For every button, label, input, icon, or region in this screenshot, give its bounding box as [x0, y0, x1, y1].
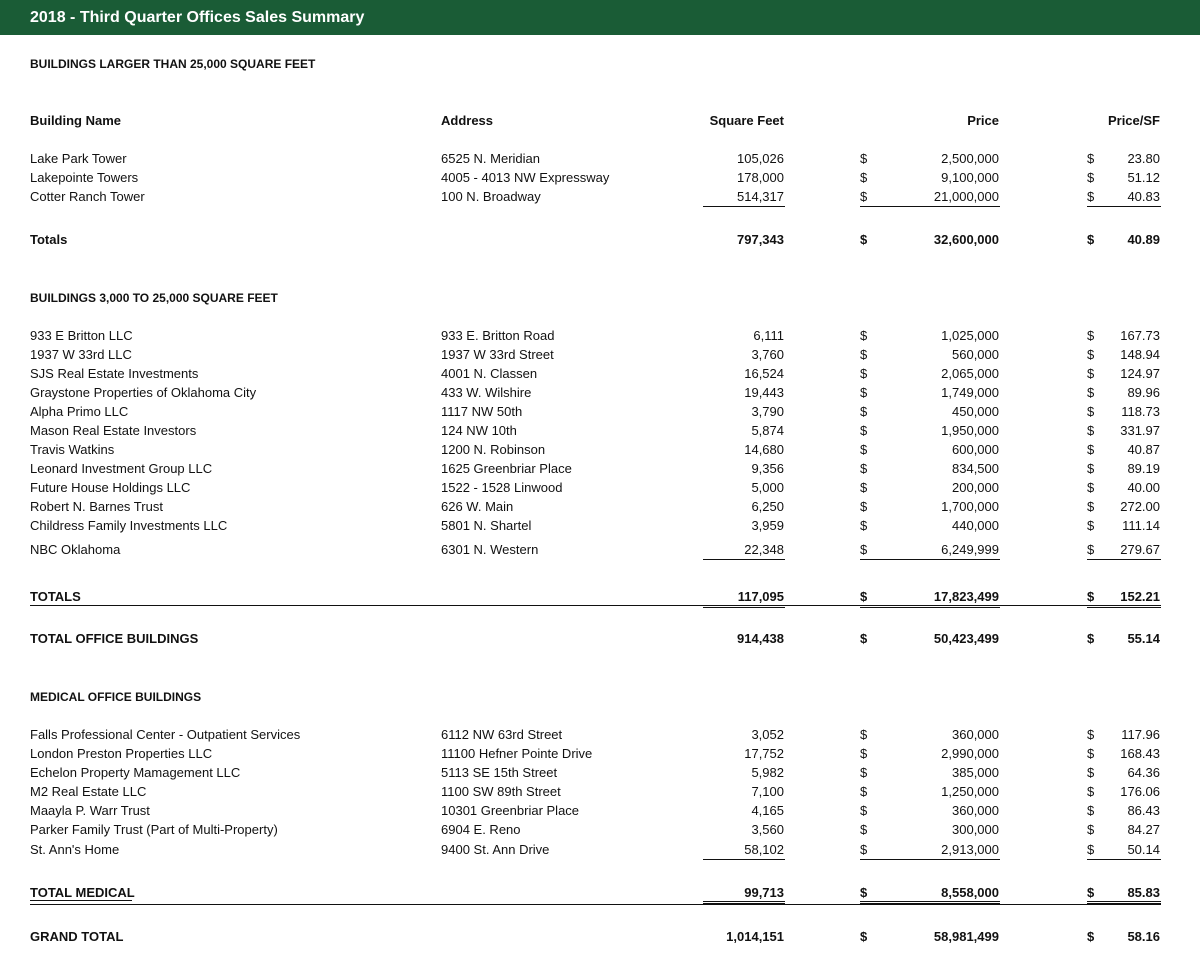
price: 385,000: [952, 765, 999, 780]
square-feet: 514,317: [737, 189, 784, 204]
dollar-sign: $: [1087, 803, 1095, 818]
address: 1100 SW 89th Street: [441, 784, 561, 799]
building-name: Falls Professional Center - Outpatient Services: [30, 727, 301, 742]
report-title: 2018 - Third Quarter Offices Sales Summary: [0, 0, 1200, 35]
office-total-row: [0, 630, 1200, 648]
price-per-sf: 64.36: [1127, 765, 1160, 780]
price: 1,700,000: [941, 499, 999, 514]
price-per-sf: 272.00: [1120, 499, 1160, 514]
price-per-sf: 40.00: [1127, 480, 1160, 495]
large-totals-row-price: 32,600,000: [933, 232, 999, 247]
grand-total-row-square-feet: 1,014,151: [726, 929, 784, 944]
column-underline: [860, 859, 1000, 860]
column-underline: [703, 559, 785, 560]
price-per-sf: 279.67: [1120, 542, 1160, 557]
totals-rule: [30, 605, 1161, 606]
price-per-sf: 148.94: [1120, 347, 1160, 362]
dollar-sign: $: [860, 518, 868, 533]
address: 4005 - 4013 NW Expressway: [441, 170, 610, 185]
dollar-sign: $: [1087, 170, 1095, 185]
grand-total-row-price-per-sf: 58.16: [1127, 929, 1160, 944]
header-price: Price: [967, 113, 999, 128]
price-per-sf: 118.73: [1121, 404, 1160, 419]
price: 440,000: [952, 518, 999, 533]
dollar-sign: $: [860, 423, 868, 438]
small-totals-row-label: TOTALS: [30, 589, 81, 604]
price: 600,000: [952, 442, 999, 457]
price: 2,500,000: [941, 151, 999, 166]
square-feet: 17,752: [744, 746, 784, 761]
small-totals-row: [0, 588, 1200, 606]
price-per-sf: 51.12: [1127, 170, 1160, 185]
header-square-feet: Square Feet: [709, 113, 784, 128]
dollar-sign: $: [1087, 784, 1095, 799]
column-underline: [1087, 206, 1161, 207]
square-feet: 7,100: [751, 784, 784, 799]
square-feet: 6,250: [751, 499, 784, 514]
address: 124 NW 10th: [441, 423, 517, 438]
dollar-sign: $: [1087, 461, 1095, 476]
dollar-sign: $: [1087, 347, 1095, 362]
square-feet: 14,680: [744, 442, 784, 457]
dollar-sign: $: [1087, 328, 1095, 343]
table-row: [0, 841, 1200, 859]
square-feet: 6,111: [753, 328, 784, 343]
address: 4001 N. Classen: [441, 366, 538, 381]
dollar-sign: $: [860, 589, 868, 604]
price: 21,000,000: [933, 189, 999, 204]
square-feet: 22,348: [744, 542, 784, 557]
column-underline: [1087, 859, 1161, 860]
large-totals-row: [0, 231, 1200, 249]
header-address: Address: [441, 113, 494, 128]
price: 6,249,999: [941, 542, 999, 557]
building-name: Mason Real Estate Investors: [30, 423, 197, 438]
small-totals-row-square-feet: 117,095: [737, 589, 784, 604]
address: 5801 N. Shartel: [441, 518, 532, 533]
totals-rule: [30, 904, 1161, 905]
dollar-sign: $: [860, 542, 868, 557]
dollar-sign: $: [860, 803, 868, 818]
address: 5113 SE 15th Street: [441, 765, 558, 780]
price: 2,065,000: [941, 366, 999, 381]
price-per-sf: 117.96: [1121, 727, 1160, 742]
price: 360,000: [952, 727, 999, 742]
price-per-sf: 124.97: [1120, 366, 1160, 381]
address: 11100 Hefner Pointe Drive: [441, 746, 593, 761]
dollar-sign: $: [1087, 423, 1095, 438]
section-large-header-label: BUILDINGS LARGER THAN 25,000 SQUARE FEET: [30, 57, 316, 71]
table-row: [0, 517, 1200, 535]
price: 300,000: [952, 822, 999, 837]
dollar-sign: $: [1087, 929, 1095, 944]
price: 450,000: [952, 404, 999, 419]
square-feet: 3,760: [751, 347, 784, 362]
square-feet: 105,026: [737, 151, 784, 166]
building-name: SJS Real Estate Investments: [30, 366, 199, 381]
large-totals-row-price-per-sf: 40.89: [1127, 232, 1160, 247]
square-feet: 3,560: [751, 822, 784, 837]
dollar-sign: $: [1087, 765, 1095, 780]
office-total-row-price-per-sf: 55.14: [1127, 631, 1160, 646]
price: 9,100,000: [941, 170, 999, 185]
dollar-sign: $: [860, 631, 868, 646]
dollar-sign: $: [860, 929, 868, 944]
price-per-sf: 89.19: [1127, 461, 1160, 476]
square-feet: 5,982: [751, 765, 784, 780]
header-building-name: Building Name: [30, 113, 122, 128]
table-row: [0, 802, 1200, 820]
building-name: Maayla P. Warr Trust: [30, 803, 150, 818]
column-headers: [0, 112, 1200, 130]
price: 1,250,000: [941, 784, 999, 799]
dollar-sign: $: [1087, 518, 1095, 533]
building-name: Cotter Ranch Tower: [30, 189, 145, 204]
dollar-sign: $: [860, 170, 868, 185]
dollar-sign: $: [1087, 366, 1095, 381]
square-feet: 9,356: [751, 461, 784, 476]
square-feet: 5,000: [751, 480, 784, 495]
header-price-per-sf: Price/SF: [1107, 113, 1160, 128]
price-per-sf: 176.06: [1120, 784, 1160, 799]
address: 933 E. Britton Road: [441, 328, 555, 343]
price-per-sf: 40.87: [1127, 442, 1160, 457]
building-name: Graystone Properties of Oklahoma City: [30, 385, 257, 400]
dollar-sign: $: [860, 765, 868, 780]
dollar-sign: $: [860, 347, 868, 362]
column-underline: [703, 859, 785, 860]
dollar-sign: $: [860, 151, 868, 166]
table-row: [0, 441, 1200, 459]
dollar-sign: $: [1087, 842, 1095, 857]
table-row: [0, 365, 1200, 383]
column-underline: [860, 559, 1000, 560]
square-feet: 19,443: [744, 385, 784, 400]
table-row: [0, 726, 1200, 744]
address: 6112 NW 63rd Street: [441, 727, 563, 742]
section-medical-header-label: MEDICAL OFFICE BUILDINGS: [30, 690, 202, 704]
dollar-sign: $: [860, 385, 868, 400]
building-name: Echelon Property Mamagement LLC: [30, 765, 241, 780]
price-per-sf: 168.43: [1120, 746, 1160, 761]
medical-total-row-square-feet: 99,713: [744, 885, 784, 900]
price: 1,950,000: [941, 423, 999, 438]
building-name: Alpha Primo LLC: [30, 404, 129, 419]
square-feet: 5,874: [751, 423, 784, 438]
table-row: [0, 150, 1200, 168]
table-row: [0, 541, 1200, 559]
table-row: [0, 169, 1200, 187]
section-large-header: [0, 55, 1200, 73]
dollar-sign: $: [860, 189, 868, 204]
price: 1,749,000: [941, 385, 999, 400]
dollar-sign: $: [1087, 499, 1095, 514]
address: 6904 E. Reno: [441, 822, 521, 837]
dollar-sign: $: [1087, 727, 1095, 742]
dollar-sign: $: [860, 746, 868, 761]
address: 1522 - 1528 Linwood: [441, 480, 563, 495]
table-row: [0, 460, 1200, 478]
price-per-sf: 86.43: [1127, 803, 1160, 818]
dollar-sign: $: [860, 442, 868, 457]
price: 200,000: [952, 480, 999, 495]
dollar-sign: $: [1087, 404, 1095, 419]
table-row: [0, 346, 1200, 364]
square-feet: 4,165: [751, 803, 784, 818]
building-name: 933 E Britton LLC: [30, 328, 133, 343]
dollar-sign: $: [860, 727, 868, 742]
table-row: [0, 764, 1200, 782]
table-row: [0, 403, 1200, 421]
dollar-sign: $: [1087, 151, 1095, 166]
large-totals-row-square-feet: 797,343: [737, 232, 784, 247]
table-row: [0, 384, 1200, 402]
dollar-sign: $: [1087, 746, 1095, 761]
small-totals-row-price: 17,823,499: [933, 589, 999, 604]
dollar-sign: $: [860, 480, 868, 495]
medical-total-row-price-per-sf: 85.83: [1127, 885, 1160, 900]
price-per-sf: 40.83: [1127, 189, 1160, 204]
section-small-header-label: BUILDINGS 3,000 TO 25,000 SQUARE FEET: [30, 291, 278, 305]
column-underline: [860, 206, 1000, 207]
price-per-sf: 50.14: [1127, 842, 1160, 857]
dollar-sign: $: [860, 404, 868, 419]
address: 6525 N. Meridian: [441, 151, 540, 166]
address: 1937 W 33rd Street: [441, 347, 554, 362]
dollar-sign: $: [860, 784, 868, 799]
building-name: NBC Oklahoma: [30, 542, 121, 557]
dollar-sign: $: [860, 328, 868, 343]
building-name: M2 Real Estate LLC: [30, 784, 147, 799]
address: 100 N. Broadway: [441, 189, 541, 204]
dollar-sign: $: [1087, 385, 1095, 400]
table-row: [0, 783, 1200, 801]
dollar-sign: $: [1087, 189, 1095, 204]
price-per-sf: 331.97: [1120, 423, 1160, 438]
price-per-sf: 89.96: [1127, 385, 1160, 400]
dollar-sign: $: [860, 499, 868, 514]
section-small-header: [0, 289, 1200, 307]
dollar-sign: $: [860, 366, 868, 381]
price: 1,025,000: [941, 328, 999, 343]
price-per-sf: 111.14: [1122, 518, 1160, 533]
office-total-row-label: TOTAL OFFICE BUILDINGS: [30, 631, 199, 646]
building-name: Leonard Investment Group LLC: [30, 461, 213, 476]
square-feet: 178,000: [737, 170, 784, 185]
address: 433 W. Wilshire: [441, 385, 532, 400]
address: 10301 Greenbriar Place: [441, 803, 580, 818]
address: 1625 Greenbriar Place: [441, 461, 572, 476]
table-row: [0, 498, 1200, 516]
dollar-sign: $: [860, 842, 868, 857]
price: 834,500: [952, 461, 999, 476]
section-medical-header: [0, 688, 1200, 706]
grand-total-row-price: 58,981,499: [933, 929, 999, 944]
office-total-row-square-feet: 914,438: [737, 631, 784, 646]
price: 2,913,000: [941, 842, 999, 857]
dollar-sign: $: [1087, 542, 1095, 557]
table-row: [0, 422, 1200, 440]
address: 6301 N. Western: [441, 542, 539, 557]
building-name: Lakepointe Towers: [30, 170, 139, 185]
square-feet: 3,790: [751, 404, 784, 419]
building-name: 1937 W 33rd LLC: [30, 347, 132, 362]
table-row: [0, 479, 1200, 497]
grand-total-row: [0, 928, 1200, 946]
price-per-sf: 167.73: [1120, 328, 1160, 343]
square-feet: 16,524: [744, 366, 784, 381]
building-name: Lake Park Tower: [30, 151, 127, 166]
building-name: Future House Holdings LLC: [30, 480, 191, 495]
grand-total-row-label: GRAND TOTAL: [30, 929, 124, 944]
dollar-sign: $: [1087, 589, 1095, 604]
address: 9400 St. Ann Drive: [441, 842, 550, 857]
dollar-sign: $: [1087, 822, 1095, 837]
table-row: [0, 821, 1200, 839]
medical-total-underline: [30, 900, 132, 901]
price: 560,000: [952, 347, 999, 362]
medical-total-row-label: TOTAL MEDICAL: [30, 885, 135, 900]
column-underline: [1087, 559, 1161, 560]
table-row: [0, 327, 1200, 345]
square-feet: 3,959: [751, 518, 784, 533]
medical-total-row: [0, 884, 1200, 902]
medical-total-row-price: 8,558,000: [941, 885, 999, 900]
small-totals-row-price-per-sf: 152.21: [1120, 589, 1160, 604]
dollar-sign: $: [1087, 480, 1095, 495]
building-name: Robert N. Barnes Trust: [30, 499, 163, 514]
square-feet: 3,052: [751, 727, 784, 742]
address: 626 W. Main: [441, 499, 514, 514]
dollar-sign: $: [860, 232, 868, 247]
column-underline: [703, 206, 785, 207]
price-per-sf: 23.80: [1127, 151, 1160, 166]
price-per-sf: 84.27: [1127, 822, 1160, 837]
dollar-sign: $: [860, 822, 868, 837]
table-row: [0, 188, 1200, 206]
price: 360,000: [952, 803, 999, 818]
building-name: Parker Family Trust (Part of Multi-Property): [30, 822, 278, 837]
dollar-sign: $: [1087, 885, 1095, 900]
dollar-sign: $: [860, 461, 868, 476]
table-row: [0, 745, 1200, 763]
dollar-sign: $: [860, 885, 868, 900]
building-name: St. Ann's Home: [30, 842, 120, 857]
office-total-row-price: 50,423,499: [933, 631, 999, 646]
dollar-sign: $: [1087, 232, 1095, 247]
building-name: Travis Watkins: [30, 442, 115, 457]
dollar-sign: $: [1087, 631, 1095, 646]
price: 2,990,000: [941, 746, 999, 761]
square-feet: 58,102: [744, 842, 784, 857]
address: 1200 N. Robinson: [441, 442, 546, 457]
dollar-sign: $: [1087, 442, 1095, 457]
address: 1117 NW 50th: [441, 404, 523, 419]
building-name: London Preston Properties LLC: [30, 746, 213, 761]
building-name: Childress Family Investments LLC: [30, 518, 228, 533]
large-totals-row-label: Totals: [30, 232, 68, 247]
